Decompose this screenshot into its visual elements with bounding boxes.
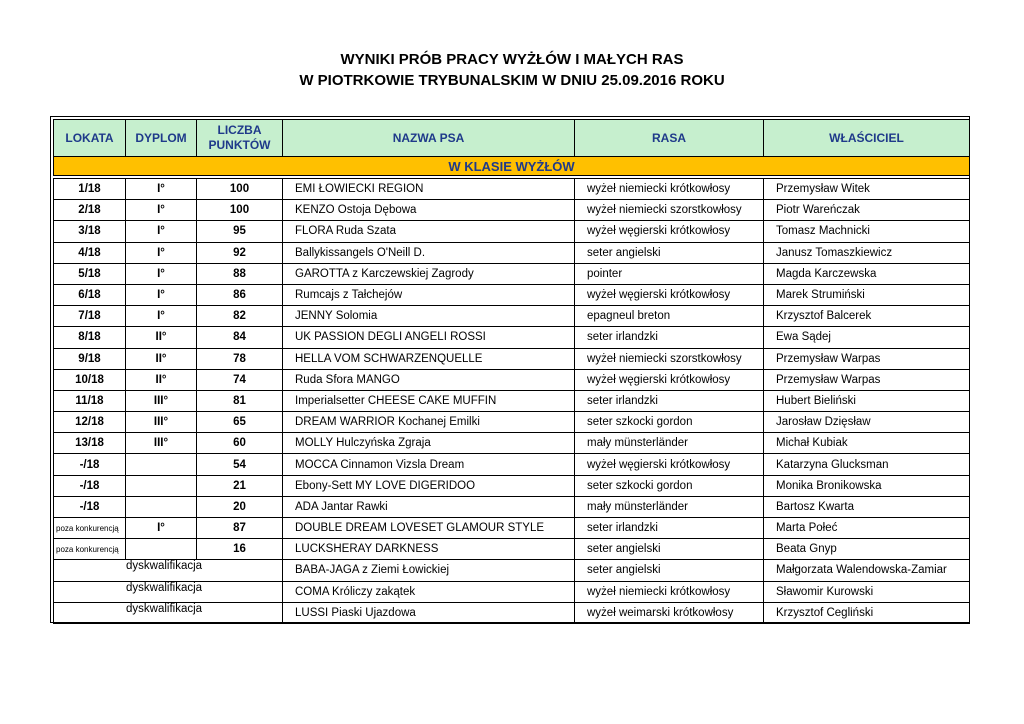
- cell-punkty: 16: [197, 539, 283, 560]
- cell-nazwa-psa: MOLLY Hulczyńska Zgraja: [283, 433, 575, 454]
- cell-rasa: epagneul breton: [575, 306, 764, 327]
- cell-rasa: wyżeł węgierski krótkowłosy: [575, 284, 764, 305]
- cell-lokata: 10/18: [54, 369, 126, 390]
- cell-lokata: -/18: [54, 496, 126, 517]
- cell-wlasciciel: Piotr Wareńczak: [764, 200, 970, 221]
- cell-nazwa-psa: Ballykissangels O'Neill D.: [283, 242, 575, 263]
- cell-nazwa-psa: LUCKSHERAY DARKNESS: [283, 539, 575, 560]
- cell-punkty: 92: [197, 242, 283, 263]
- cell-lokata: 13/18: [54, 433, 126, 454]
- cell-wlasciciel: Przemysław Warpas: [764, 369, 970, 390]
- cell-lokata: poza konkurencją: [54, 539, 126, 560]
- cell-nazwa-psa: EMI ŁOWIECKI REGION: [283, 179, 575, 200]
- cell-dyplom: II°: [126, 369, 197, 390]
- header-nazwa-psa: NAZWA PSA: [283, 120, 575, 157]
- cell-wlasciciel: Janusz Tomaszkiewicz: [764, 242, 970, 263]
- cell-wlasciciel: Przemysław Witek: [764, 179, 970, 200]
- cell-punkty: 74: [197, 369, 283, 390]
- table-row-disqualified: [54, 560, 970, 581]
- section-label: W KLASIE WYŻŁÓW: [54, 157, 970, 176]
- cell-punkty: 82: [197, 306, 283, 327]
- cell-nazwa-psa: FLORA Ruda Szata: [283, 221, 575, 242]
- cell-wlasciciel: Marta Połeć: [764, 518, 970, 539]
- section-row: [54, 157, 970, 176]
- cell-lokata: 6/18: [54, 284, 126, 305]
- cell-nazwa-psa: Imperialsetter CHEESE CAKE MUFFIN: [283, 390, 575, 411]
- cell-wlasciciel: Sławomir Kurowski: [764, 581, 970, 602]
- cell-rasa: wyżeł węgierski krótkowłosy: [575, 221, 764, 242]
- cell-punkty: 81: [197, 390, 283, 411]
- header-wlasciciel: WŁAŚCICIEL: [764, 120, 970, 157]
- header-liczba-punktow: [197, 120, 283, 157]
- cell-nazwa-psa: GAROTTA z Karczewskiej Zagrody: [283, 263, 575, 284]
- cell-rasa: seter szkocki gordon: [575, 475, 764, 496]
- table-row: [54, 306, 970, 327]
- cell-wlasciciel: Przemysław Warpas: [764, 348, 970, 369]
- cell-rasa: seter angielski: [575, 539, 764, 560]
- document-title: WYNIKI PRÓB PRACY WYŻŁÓW I MAŁYCH RAS: [340, 51, 684, 68]
- cell-lokata: -/18: [54, 454, 126, 475]
- cell-lokata: 9/18: [54, 348, 126, 369]
- cell-nazwa-psa: BABA-JAGA z Ziemi Łowickiej: [283, 560, 575, 581]
- cell-nazwa-psa: HELLA VOM SCHWARZENQUELLE: [283, 348, 575, 369]
- cell-rasa: wyżeł niemiecki szorstkowłosy: [575, 348, 764, 369]
- table-row-disqualified: [54, 602, 970, 623]
- cell-dyplom: I°: [126, 179, 197, 200]
- cell-nazwa-psa: JENNY Solomia: [283, 306, 575, 327]
- cell-wlasciciel: Hubert Bieliński: [764, 390, 970, 411]
- cell-nazwa-psa: UK PASSION DEGLI ANGELI ROSSI: [283, 327, 575, 348]
- cell-rasa: mały münsterländer: [575, 496, 764, 517]
- cell-nazwa-psa: Ebony-Sett MY LOVE DIGERIDOO: [283, 475, 575, 496]
- header-dyplom: DYPLOM: [126, 120, 197, 157]
- cell-dyplom: I°: [126, 518, 197, 539]
- cell-nazwa-psa: DOUBLE DREAM LOVESET GLAMOUR STYLE: [283, 518, 575, 539]
- header-lokata: LOKATA: [54, 120, 126, 157]
- table-row: [54, 539, 970, 560]
- cell-lokata: 8/18: [54, 327, 126, 348]
- cell-rasa: seter irlandzki: [575, 327, 764, 348]
- header-liczba-line1: LICZBA: [217, 123, 262, 137]
- cell-status: dyskwalifikacja: [54, 560, 283, 581]
- header-rasa: RASA: [575, 120, 764, 157]
- cell-dyplom: III°: [126, 412, 197, 433]
- cell-lokata: 2/18: [54, 200, 126, 221]
- cell-dyplom: [126, 539, 197, 560]
- cell-dyplom: [126, 454, 197, 475]
- table-row: [54, 518, 970, 539]
- cell-rasa: seter irlandzki: [575, 518, 764, 539]
- cell-wlasciciel: Beata Gnyp: [764, 539, 970, 560]
- cell-punkty: 100: [197, 200, 283, 221]
- table-row: [54, 221, 970, 242]
- table-row: [54, 179, 970, 200]
- table-row: [54, 390, 970, 411]
- cell-nazwa-psa: ADA Jantar Rawki: [283, 496, 575, 517]
- cell-status: dyskwalifikacja: [54, 602, 283, 623]
- cell-rasa: seter irlandzki: [575, 390, 764, 411]
- cell-wlasciciel: Tomasz Machnicki: [764, 221, 970, 242]
- document-subtitle: W PIOTRKOWIE TRYBUNALSKIM W DNIU 25.09.2016 ROKU: [299, 72, 725, 89]
- cell-rasa: seter angielski: [575, 560, 764, 581]
- cell-rasa: seter szkocki gordon: [575, 412, 764, 433]
- cell-wlasciciel: Krzysztof Ceglіński: [764, 602, 970, 623]
- cell-wlasciciel: Monika Bronikowska: [764, 475, 970, 496]
- cell-punkty: 20: [197, 496, 283, 517]
- cell-status: dyskwalifikacja: [54, 581, 283, 602]
- cell-nazwa-psa: Rumcajs z Tałchejów: [283, 284, 575, 305]
- cell-lokata: -/18: [54, 475, 126, 496]
- cell-punkty: 78: [197, 348, 283, 369]
- cell-dyplom: [126, 496, 197, 517]
- cell-nazwa-psa: COMA Króliczy zakątek: [283, 581, 575, 602]
- table-row: [54, 200, 970, 221]
- cell-rasa: mały münsterländer: [575, 433, 764, 454]
- cell-rasa: wyżeł weimarski krótkowłosy: [575, 602, 764, 623]
- table-row: [54, 242, 970, 263]
- table-row: [54, 412, 970, 433]
- cell-dyplom: I°: [126, 221, 197, 242]
- cell-nazwa-psa: Ruda Sfora MANGO: [283, 369, 575, 390]
- cell-rasa: wyżeł węgierski krótkowłosy: [575, 454, 764, 475]
- cell-lokata: 11/18: [54, 390, 126, 411]
- cell-dyplom: [126, 475, 197, 496]
- cell-wlasciciel: Ewa Sądej: [764, 327, 970, 348]
- cell-dyplom: I°: [126, 263, 197, 284]
- cell-dyplom: II°: [126, 348, 197, 369]
- cell-nazwa-psa: DREAM WARRIOR Kochanej Emilki: [283, 412, 575, 433]
- cell-rasa: pointer: [575, 263, 764, 284]
- cell-punkty: 65: [197, 412, 283, 433]
- cell-dyplom: I°: [126, 200, 197, 221]
- cell-rasa: wyżeł węgierski krótkowłosy: [575, 369, 764, 390]
- cell-lokata: 12/18: [54, 412, 126, 433]
- table-row: [54, 496, 970, 517]
- cell-punkty: 84: [197, 327, 283, 348]
- cell-lokata: poza konkurencją: [54, 518, 126, 539]
- cell-nazwa-psa: MOCCA Cinnamon Vizsla Dream: [283, 454, 575, 475]
- table-row: [54, 263, 970, 284]
- cell-nazwa-psa: KENZO Ostoja Dębowa: [283, 200, 575, 221]
- cell-lokata: 4/18: [54, 242, 126, 263]
- cell-lokata: 1/18: [54, 179, 126, 200]
- cell-dyplom: I°: [126, 284, 197, 305]
- cell-punkty: 100: [197, 179, 283, 200]
- table-row: [54, 454, 970, 475]
- cell-wlasciciel: Marek Strumiński: [764, 284, 970, 305]
- cell-punkty: 60: [197, 433, 283, 454]
- cell-rasa: wyżeł niemiecki krótkowłosy: [575, 581, 764, 602]
- cell-dyplom: III°: [126, 433, 197, 454]
- table-row: [54, 475, 970, 496]
- table-row: [54, 348, 970, 369]
- cell-punkty: 86: [197, 284, 283, 305]
- table-row: [54, 284, 970, 305]
- cell-rasa: wyżeł niemiecki krótkowłosy: [575, 179, 764, 200]
- header-row: [54, 120, 970, 157]
- cell-wlasciciel: Jarosław Dzięsław: [764, 412, 970, 433]
- cell-dyplom: I°: [126, 242, 197, 263]
- cell-dyplom: III°: [126, 390, 197, 411]
- cell-rasa: seter angielski: [575, 242, 764, 263]
- cell-punkty: 88: [197, 263, 283, 284]
- header-liczba-line2: PUNKTÓW: [208, 138, 271, 152]
- cell-lokata: 5/18: [54, 263, 126, 284]
- table-row: [54, 369, 970, 390]
- cell-punkty: 95: [197, 221, 283, 242]
- cell-punkty: 54: [197, 454, 283, 475]
- results-table: [53, 119, 970, 624]
- cell-lokata: 7/18: [54, 306, 126, 327]
- table-row: [54, 327, 970, 348]
- cell-rasa: wyżeł niemiecki szorstkowłosy: [575, 200, 764, 221]
- cell-punkty: 87: [197, 518, 283, 539]
- table-row: [54, 433, 970, 454]
- cell-wlasciciel: Michał Kubiak: [764, 433, 970, 454]
- cell-dyplom: I°: [126, 306, 197, 327]
- table-row-disqualified: [54, 581, 970, 602]
- cell-wlasciciel: Magda Karczewska: [764, 263, 970, 284]
- cell-nazwa-psa: LUSSI Piaski Ujazdowa: [283, 602, 575, 623]
- cell-dyplom: II°: [126, 327, 197, 348]
- cell-lokata: 3/18: [54, 221, 126, 242]
- cell-wlasciciel: Krzysztof Balcerek: [764, 306, 970, 327]
- cell-wlasciciel: Małgorzata Walendowska-Zamiar: [764, 560, 970, 581]
- cell-wlasciciel: Katarzyna Glucksman: [764, 454, 970, 475]
- cell-wlasciciel: Bartosz Kwarta: [764, 496, 970, 517]
- cell-punkty: 21: [197, 475, 283, 496]
